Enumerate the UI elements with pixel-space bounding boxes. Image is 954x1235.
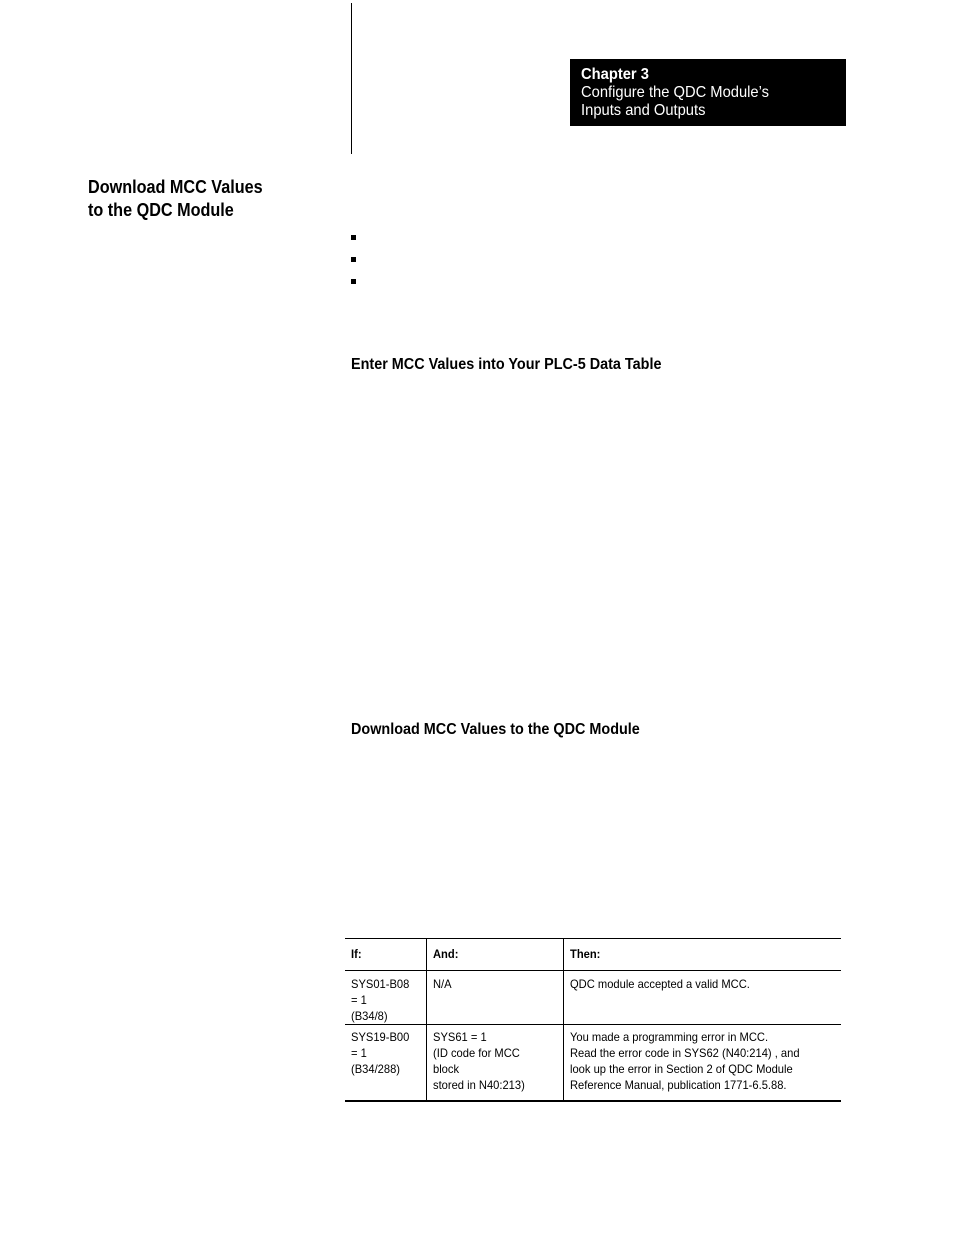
column-header-and: And: — [426, 939, 563, 971]
subheading-download-mcc-values: Download MCC Values to the QDC Module — [351, 721, 640, 738]
cell-then: QDC module accepted a valid MCC. — [563, 971, 841, 1025]
subheading-enter-mcc-values: Enter MCC Values into Your PLC-5 Data Table — [351, 356, 662, 373]
section-heading-line-2: to the QDC Module — [88, 200, 234, 220]
chapter-header — [570, 59, 846, 126]
section-heading-line-1: Download MCC Values — [88, 177, 263, 197]
cell-and: N/A — [426, 971, 563, 1025]
status-table — [345, 938, 841, 1102]
bullet-marker — [351, 279, 356, 284]
bullet-marker — [351, 235, 356, 240]
column-header-then: Then: — [563, 939, 841, 971]
chapter-title-line-2: Inputs and Outputs — [581, 102, 706, 119]
margin-rule — [351, 3, 352, 154]
table-row — [345, 1025, 841, 1101]
bullet-marker — [351, 257, 356, 262]
table-header-row — [345, 939, 841, 971]
cell-and: SYS61 = 1 (ID code for MCC block stored in N40:213) — [426, 1025, 563, 1101]
column-header-if: If: — [345, 939, 426, 971]
chapter-title-line-1: Configure the QDC Module’s — [581, 84, 769, 101]
cell-if: SYS19-B00 = 1 (B34/288) — [345, 1025, 426, 1101]
chapter-label: Chapter 3 — [581, 66, 649, 83]
cell-then: You made a programming error in MCC. Read the error code in SYS62 (N40:214) , and look up the error in Section 2 of QDC Module Reference Manual, publication 1771-6.5.88. — [563, 1025, 841, 1101]
table-row — [345, 971, 841, 1025]
section-heading — [88, 176, 263, 222]
cell-if: SYS01-B08 = 1 (B34/8) — [345, 971, 426, 1025]
